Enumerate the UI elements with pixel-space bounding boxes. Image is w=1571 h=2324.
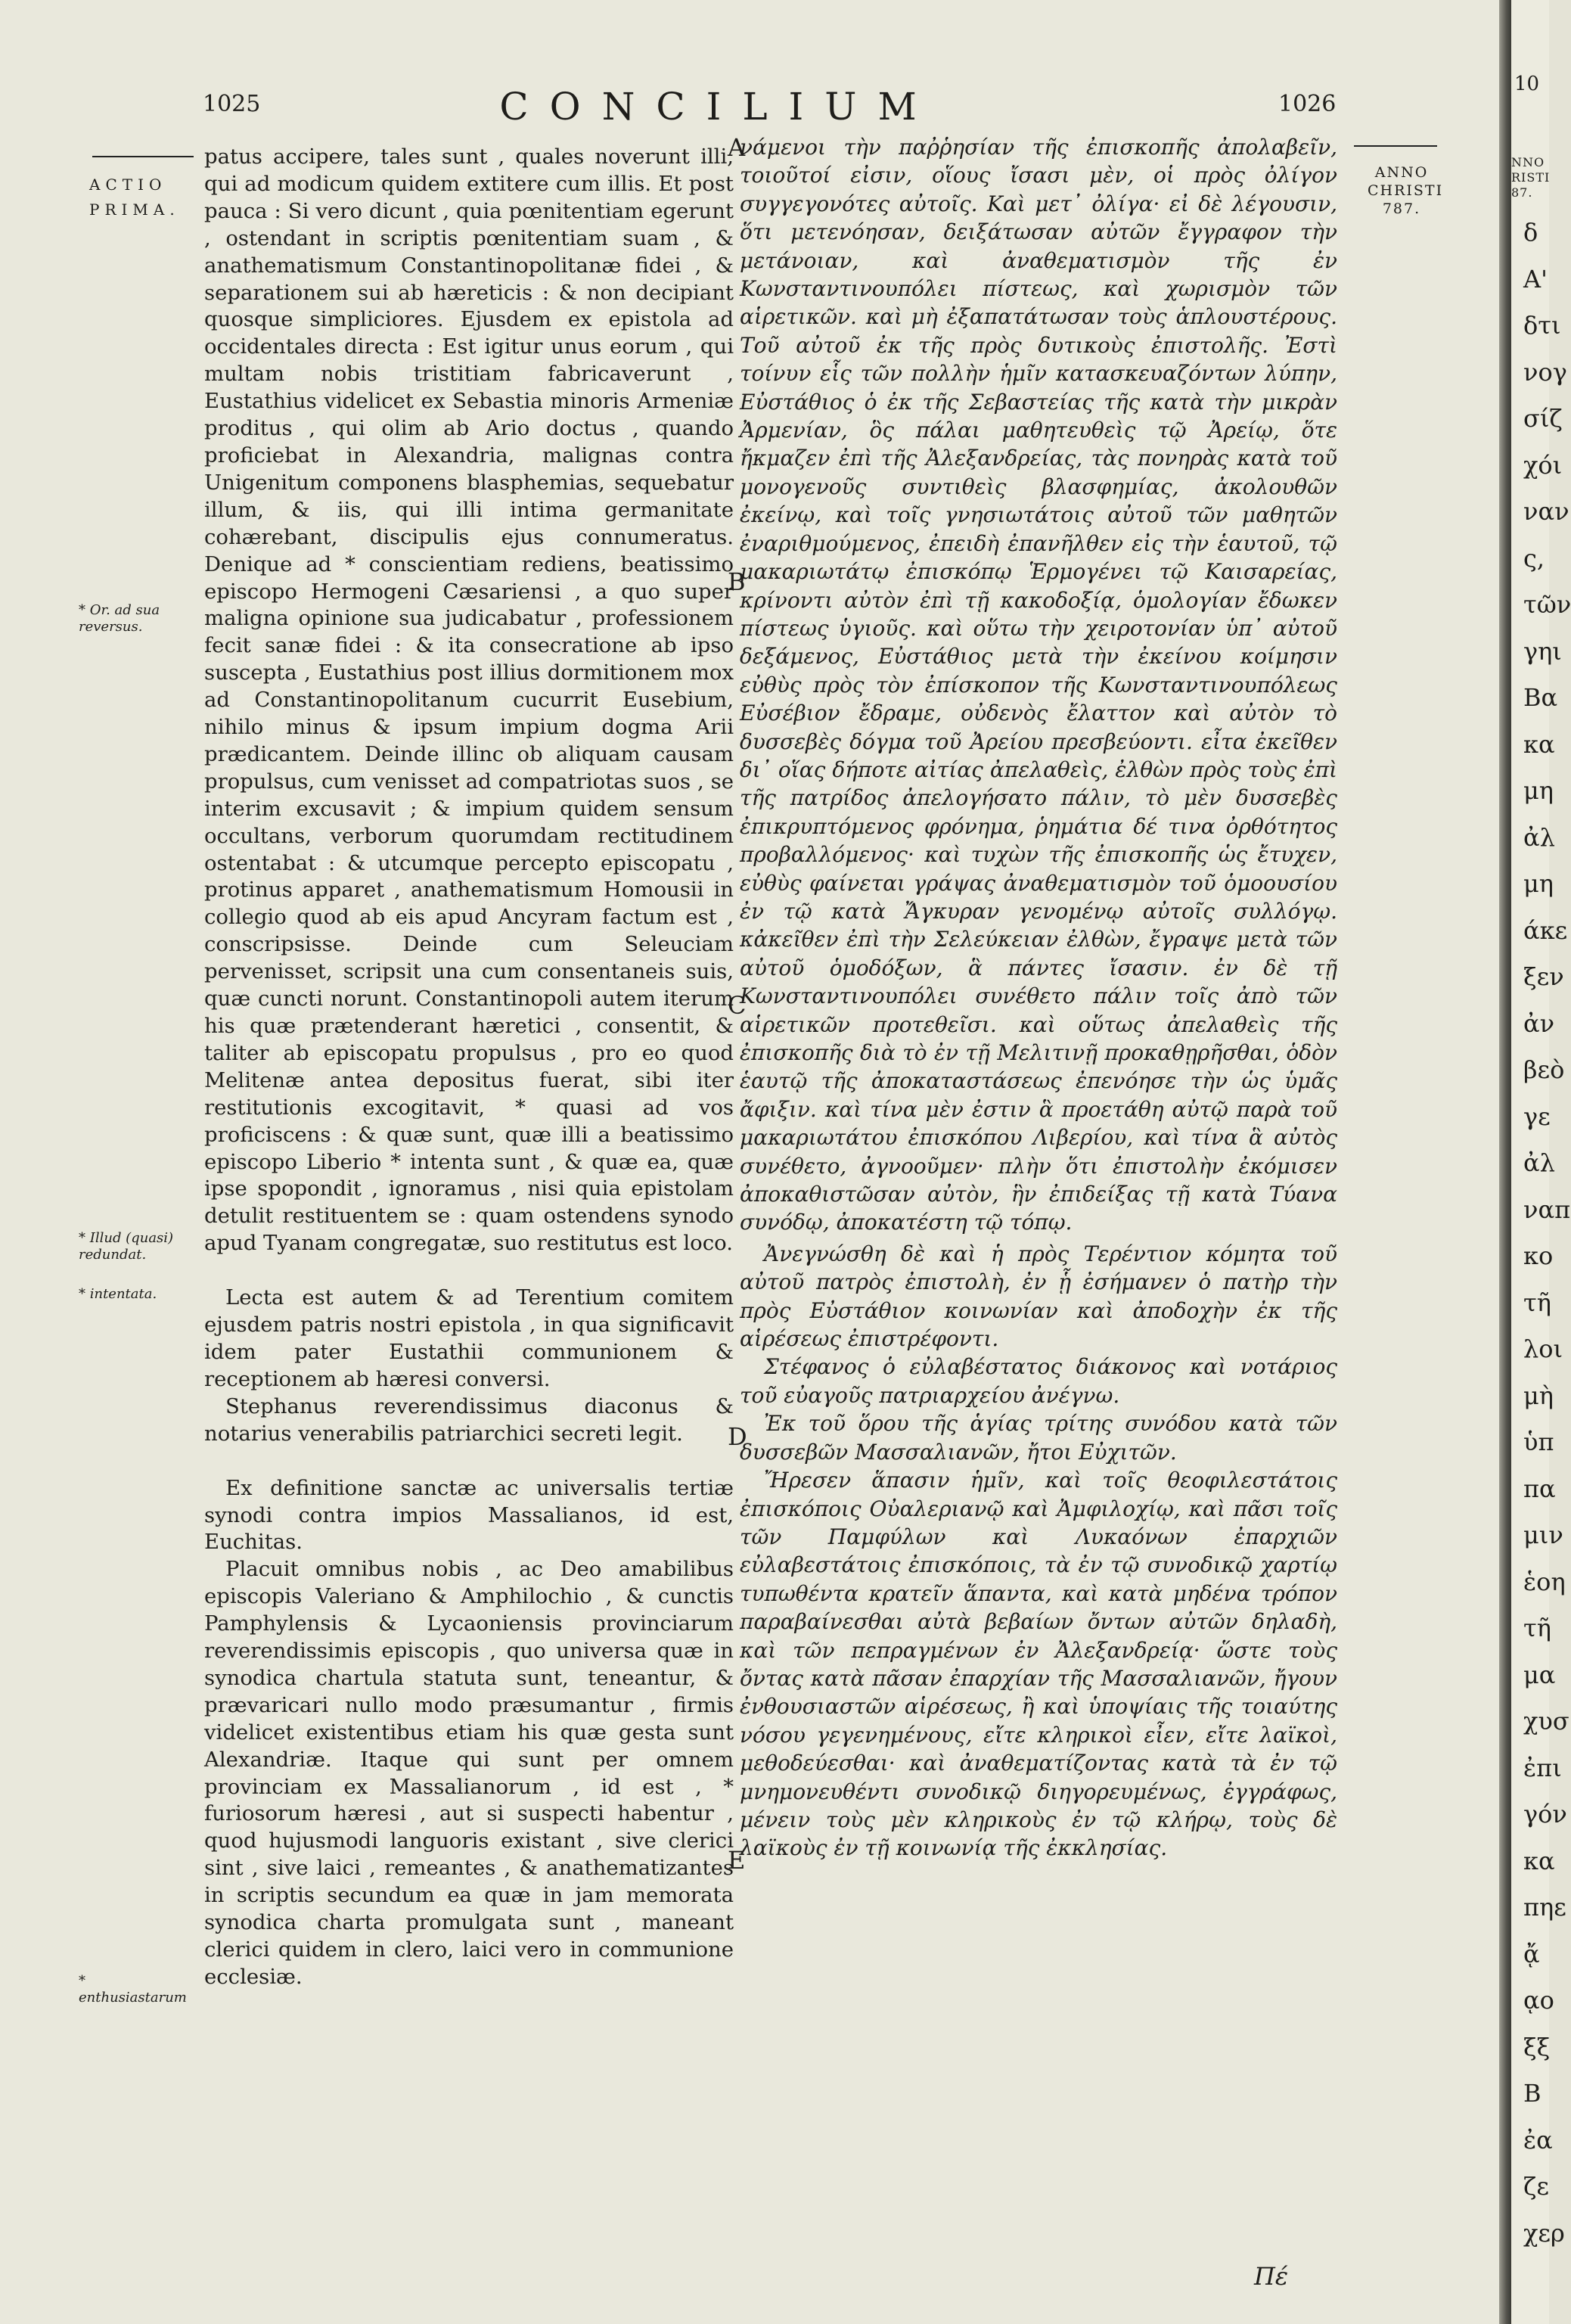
next-page-fragment: μη	[1523, 869, 1554, 898]
latin-column	[204, 144, 734, 1991]
margin-rule	[92, 156, 194, 157]
act-number: PRIMA.	[89, 200, 180, 219]
next-page-fragment: ὑπ	[1523, 1428, 1554, 1456]
latin-paragraph: Ex definitione sanctæ ac universalis tertiæ synodi contra impios Massalianos, id est, Euchitas.	[204, 1475, 734, 1555]
book-gutter	[1499, 0, 1511, 2324]
next-page-fragment: πηε	[1523, 1893, 1566, 1922]
next-page-fragment: ἀλ	[1523, 1148, 1555, 1177]
latin-paragraph: Stephanus reverendissimus diaconus & notarius venerabilis patriarchici secreti legit.	[204, 1393, 734, 1446]
next-page-fragment: κα	[1523, 1846, 1555, 1875]
running-title: CONCILIUM	[499, 85, 938, 129]
page-number-left: 1025	[203, 91, 261, 117]
next-page-fragment: μα	[1523, 1660, 1556, 1689]
next-page-edge	[1511, 0, 1571, 2324]
next-page-fragment: ξεν	[1523, 962, 1564, 991]
next-page-fragment: γηι	[1523, 636, 1562, 666]
next-page-fragment: δ	[1523, 218, 1538, 247]
latin-paragraph: Placuit omnibus nobis , ac Deo amabilibus episcopis Valeriano & Amphilochio , & cunctis Pamphylensis & Lycaoniensis provinciarum reverendissimis episcopis , quo universa quæ in synodica chartula statuta sunt, teneantur, & prævaricari nullo modo præsumantur , firmis videlicet existentibus etiam his quæ gesta sunt Alexandriæ. Itaque qui sunt per omnem provinciam ex Massalianorum , id est , * furiosorum hæresi , aut si suspecti habentur , quod hujusmodi languoris existant , sive clerici sint , sive laici , remeantes , & anathematizantes in scriptis secundum ea quæ in jam memorata synodica charta promulgata sunt , maneant clerici quidem in clero, laici vero in communione ecclesiæ.	[204, 1557, 734, 1989]
catchword: Πέ	[1254, 2262, 1289, 2291]
next-page-fragment: μὴ	[1523, 1381, 1554, 1410]
next-page-fragment: ᾳο	[1523, 1986, 1554, 2015]
next-page-fragment: ξξ	[1523, 2032, 1551, 2061]
next-page-fragment: Β	[1523, 2079, 1542, 2108]
act-label: ACTIO	[89, 176, 167, 194]
greek-paragraph: Στέφανος ὁ εὐλαβέστατος διάκονος καὶ νοτάριος τοῦ εὐαγοῦς πατριαρχείου ἀνέγνω.	[740, 1354, 1337, 1408]
next-page-fragment: ἀν	[1523, 1008, 1555, 1038]
next-page-fragment: ἑοη	[1523, 1567, 1566, 1596]
anno-label: ANNO CHRISTI	[1368, 164, 1444, 199]
section-mark-a: A	[728, 133, 746, 162]
next-page-fragment: μη	[1523, 776, 1554, 805]
greek-column	[740, 133, 1337, 1863]
next-page-fragment: ναν	[1523, 497, 1569, 526]
next-page-fragment: λοι	[1523, 1334, 1563, 1363]
next-page-fragment: κα	[1523, 729, 1555, 759]
next-page-fragment: χυσ	[1523, 1707, 1569, 1735]
greek-paragraph: Ἐκ τοῦ ὅρου τῆς ἁγίας τρίτης συνόδου κατὰ τῶν δυσσεβῶν Μασσαλιανῶν, ἤτοι Εὐχιτῶν.	[740, 1411, 1337, 1465]
next-page-margin: NNO RISTI 87.	[1511, 155, 1551, 200]
section-mark-d: D	[728, 1422, 747, 1451]
next-page-fragment: τῶν	[1523, 590, 1571, 619]
next-page-fragment: Βα	[1523, 683, 1558, 712]
section-mark-e: E	[728, 1846, 746, 1875]
next-page-fragment: Α'	[1523, 264, 1548, 294]
margin-note: * Illud (quasi) redundat.	[79, 1230, 174, 1263]
section-mark-c: C	[728, 991, 747, 1020]
greek-paragraph: Ἀνεγνώσθη δὲ καὶ ἡ πρὸς Τερέντιον κόμητα τοῦ αὐτοῦ πατρὸς ἐπιστολὴ, ἐν ᾗ ἐσήμανεν ὁ πατὴρ τὴν πρὸς Εὐστάθιον κοινωνίαν καὶ ἀποδοχὴν ἐκ τῆς αἱρέσεως ἐπιστρέφοντι.	[740, 1241, 1337, 1352]
next-page-fragment: βεὸ	[1523, 1055, 1565, 1084]
next-page-fragment: ἐα	[1523, 2125, 1553, 2155]
next-page-fragment: κο	[1523, 1241, 1554, 1270]
section-mark-b: B	[728, 567, 746, 596]
margin-acts	[89, 172, 180, 222]
next-page-fragment: ζε	[1523, 2172, 1549, 2201]
page-number-right: 1026	[1278, 91, 1337, 117]
next-page-number: 10	[1514, 73, 1540, 95]
margin-note: * intentata.	[79, 1286, 157, 1302]
margin-note: * enthusiastarum	[79, 1973, 187, 2006]
latin-paragraph: patus accipere, tales sunt , quales noverunt illi, qui ad modicum quidem extitere cum illis. Et post pauca : Si vero dicunt , quia pœnitentiam egerunt , ostendant in scriptis pœnitentiam suam , & anathematismum Constantinopolitanæ fidei , & separationem sui ab hæreticis : & non decipiant quosque simpliciores. Ejusdem ex epistola ad occidentales directa : Est igitur unus eorum , qui multam nobis tristitiam fabricaverunt , Eustathius videlicet ex Sebastia minoris Armeniæ proditus , qui olim ab Ario doctus , quando proficiebat in Alexandria, malignas contra Unigenitum componens blasphemias, sequebatur illum, & iis, qui illi intima germanitate cohærebant, discipulis ejus connumeratus. Denique ad * conscientiam rediens, beatissimo episcopo Hermogeni Cæsariensi , a quo super maligna opinione sua judicabatur , professionem fecit sanæ fidei : & ita consecratione ab ipso suscepta , Eustathius post illius dormitionem mox ad Constantinopolitanum cucurrit Eusebium, nihilo minus & ipsum impium dogma Arii prædicantem. Deinde illinc ob aliquam causam propulsus, cum venisset ad compatriotas suos , se interim excusavit ; & impium quidem sensum occultans, verborum quorumdam rectitudinem ostentabat : & utcumque percepto episcopatu , protinus apparet , anathematismum Homousii in collegio quod ab eis apud Ancyram factum est , conscripsisse. Deinde cum Seleuciam pervenisset, scripsit una cum consentaneis suis, quæ cuncti norunt. Constantinopoli autem iterum his quæ prætenderant hæretici , consentit, & taliter ab episcopatu propulsus , pro eo quod Melitenæ antea depositus fuerat, sibi iter restitutionis excogitavit, * quasi ad vos proficiscens : & quæ sunt, quæ illi a beatissimo episcopo Liberio * intenta sunt , & quæ ea, quæ ipse spopondit , ignoramus , nisi quia epistolam detulit restituentem se : quam ostendens synodo apud Tyanam congregatæ, suo restitutus est loco.	[204, 144, 734, 1256]
next-page-fragment: δτι	[1523, 311, 1561, 340]
latin-paragraph: Lecta est autem & ad Terentium comitem ejusdem patris nostri epistola , in qua significavit idem pater Eustathii communionem & receptionem ab hæresi conversi.	[204, 1285, 734, 1391]
margin-note: * Or. ad sua reversus.	[79, 602, 160, 635]
next-page-fragment: ναπ	[1523, 1195, 1571, 1224]
greek-paragraph: Ἤρεσεν ἅπασιν ἡμῖν, καὶ τοῖς θεοφιλεστάτοις ἐπισκόποις Οὐαλεριανῷ καὶ Ἀμφιλοχίῳ, καὶ πᾶσι τοῖς τῶν Παμφύλων καὶ Λυκαόνων ἐπαρχιῶν εὐλαβεστάτοις ἐπισκόποις, τὰ ἐν τῷ συνοδικῷ χαρτίῳ τυπωθέντα κρατεῖν ἅπαντα, καὶ κατὰ μηδένα τρόπον παραβαίνεσθαι αὐτὰ βεβαίων ὄντων αὐτῶν δηλαδὴ, καὶ τῶν πεπραγμένων ἐν Ἀλεξανδρείᾳ· ὥστε τοὺς ὄντας κατὰ πᾶσαν ἐπαρχίαν τῆς Μασσαλιανῶν, ἤγουν ἐνθουσιαστῶν αἱρέσεως, ἢ καὶ ὑποψίαις τῆς τοιαύτης νόσου γεγενημένους, εἴτε κληρικοὶ εἶεν, εἴτε λαϊκοὶ, μεθοδεύεσθαι· καὶ ἀναθεματίζοντας κατὰ τὰ ἐν τῷ μνημονευθέντι συνοδικῷ διηγορευμένως, ἐγγράφως, μένειν τοὺς μὲν κληρικοὺς ἐν τῷ κλήρῳ, τοὺς δὲ λαϊκοὺς ἐν τῇ κοινωνίᾳ τῆς ἐκκλησίας.	[740, 1468, 1337, 1861]
next-page-fragment: νογ	[1523, 357, 1567, 387]
next-page-fragment: άκε	[1523, 915, 1568, 945]
margin-rule-right	[1354, 145, 1437, 147]
margin-anno	[1368, 163, 1444, 218]
next-page-fragment: γε	[1523, 1101, 1551, 1131]
anno-year: 787.	[1382, 200, 1421, 217]
next-page-fragment: ς,	[1523, 543, 1545, 573]
next-page-fragment: χόι	[1523, 450, 1563, 480]
next-page-fragment: σίζ	[1523, 404, 1563, 433]
next-page-fragment: ἀλ	[1523, 822, 1555, 852]
greek-paragraph: νάμενοι τὴν παῤῥησίαν τῆς ἐπισκοπῆς ἀπολαβεῖν, τοιοῦτοί εἰσιν, οἵους ἴσασι μὲν, οἱ πρὸς ὀλίγον συγγεγονότες αὐτοῖς. Καὶ μετ᾽ ὀλίγα· εἰ δὲ λέγουσιν, ὅτι μετενόησαν, δειξάτωσαν αὐτῶν ἔγγραφον τὴν μετάνοιαν, καὶ ἀναθεματισμὸν τῆς ἐν Κωνσταντινουπόλει πίστεως, καὶ χωρισμὸν τῶν αἱρετικῶν. καὶ μὴ ἐξαπατάτωσαν τοὺς ἁπλουστέρους. Τοῦ αὐτοῦ ἐκ τῆς πρὸς δυτικοὺς ἐπιστολῆς. Ἐστὶ τοίνυν εἷς τῶν πολλὴν ἡμῖν κατασκευαζόντων λύπην, Εὐστάθιος ὁ ἐκ τῆς Σεβαστείας τῆς κατὰ τὴν μικρὰν Ἀρμενίαν, ὃς πάλαι μαθητευθεὶς τῷ Ἀρείῳ, ὅτε ἤκμαζεν ἐπὶ τῆς Ἀλεξανδρείας, τὰς πονηρὰς κατὰ τοῦ μονογενοῦς συντιθεὶς βλασφημίας, ἀκολουθῶν ἐκείνῳ, καὶ τοῖς γνησιωτάτοις αὐτοῦ τῶν μαθητῶν ἐναριθμούμενος, ἐπειδὴ ἐπανῆλθεν εἰς τὴν ἑαυτοῦ, τῷ μακαριωτάτῳ ἐπισκόπῳ Ἑρμογένει τῷ Καισαρείας, κρίνοντι αὐτὸν ἐπὶ τῇ κακοδοξίᾳ, ὁμολογίαν ἔδωκεν πίστεως ὑγιοῦς. καὶ οὕτω τὴν χειροτονίαν ὑπ᾽ αὐτοῦ δεξάμενος, Εὐστάθιος μετὰ τὴν ἐκείνου κοίμησιν εὐθὺς πρὸς τὸν ἐπίσκοπον τῆς Κωνσταντινουπόλεως Εὐσέβιον ἔδραμε, οὐδενὸς ἔλαττον καὶ αὐτὸν τὸ δυσσεβὲς δόγμα τοῦ Ἀρείου πρεσβεύοντι. εἶτα ἐκεῖθεν δι᾽ οἵας δήποτε αἰτίας ἀπελαθεὶς, ἐλθὼν πρὸς τοὺς ἐπὶ τῆς πατρίδος ἀπελογήσατο πάλιν, τὸ μὲν δυσσεβὲς ἐπικρυπτόμενος φρόνημα, ῥημάτια δέ τινα ὀρθότητος προβαλλόμενος· καὶ τυχὼν τῆς ἐπισκοπῆς ὡς ἔτυχεν, εὐθὺς φαίνεται γράψας ἀναθεματισμὸν τοῦ ὁμοουσίου ἐν τῷ κατὰ Ἄγκυραν γενομένῳ αὐτοῖς συλλόγῳ. κἀκεῖθεν ἐπὶ τὴν Σελεύκειαν ἐλθὼν, ἔγραψε μετὰ τῶν αὐτοῦ ὁμοδόξων, ἃ πάντες ἴσασιν. ἐν δὲ τῇ Κωνσταντινουπόλει συνέθετο πάλιν τοῖς ἀπὸ τῶν αἱρετικῶν προτεθεῖσι. καὶ οὕτως ἀπελαθεὶς τῆς ἐπισκοπῆς διὰ τὸ ἐν τῇ Μελιτινῇ προκαθῃρῆσθαι, ὁδὸν ἑαυτῷ τῆς ἀποκαταστάσεως ἐπενόησε τὴν ὡς ὑμᾶς ἄφιξιν. καὶ τίνα μὲν ἐστιν ἃ προετάθη αὐτῷ παρὰ τοῦ μακαριωτάτου ἐπισκόπου Λιβερίου, καὶ τίνα ἃ αὐτὸς συνέθετο, ἀγνοοῦμεν· πλὴν ὅτι ἐπιστολὴν ἐκόμισεν ἀποκαθιστῶσαν αὐτὸν, ἣν ἐπιδείξας τῇ κατὰ Τύανα συνόδῳ, ἀποκατέστη τῷ τόπῳ.	[740, 135, 1337, 1235]
next-page-fragment: μιν	[1523, 1521, 1563, 1549]
next-page-fragment: ᾄ	[1523, 1939, 1540, 1968]
next-page-fragment: τῆ	[1523, 1614, 1551, 1642]
next-page-fragment: πα	[1523, 1474, 1556, 1503]
next-page-fragment: γόν	[1523, 1800, 1567, 1828]
next-page-fragment: τῆ	[1523, 1288, 1551, 1317]
next-page-fragment: ἐπι	[1523, 1753, 1562, 1782]
next-page-fragment: χερ	[1523, 2218, 1565, 2248]
